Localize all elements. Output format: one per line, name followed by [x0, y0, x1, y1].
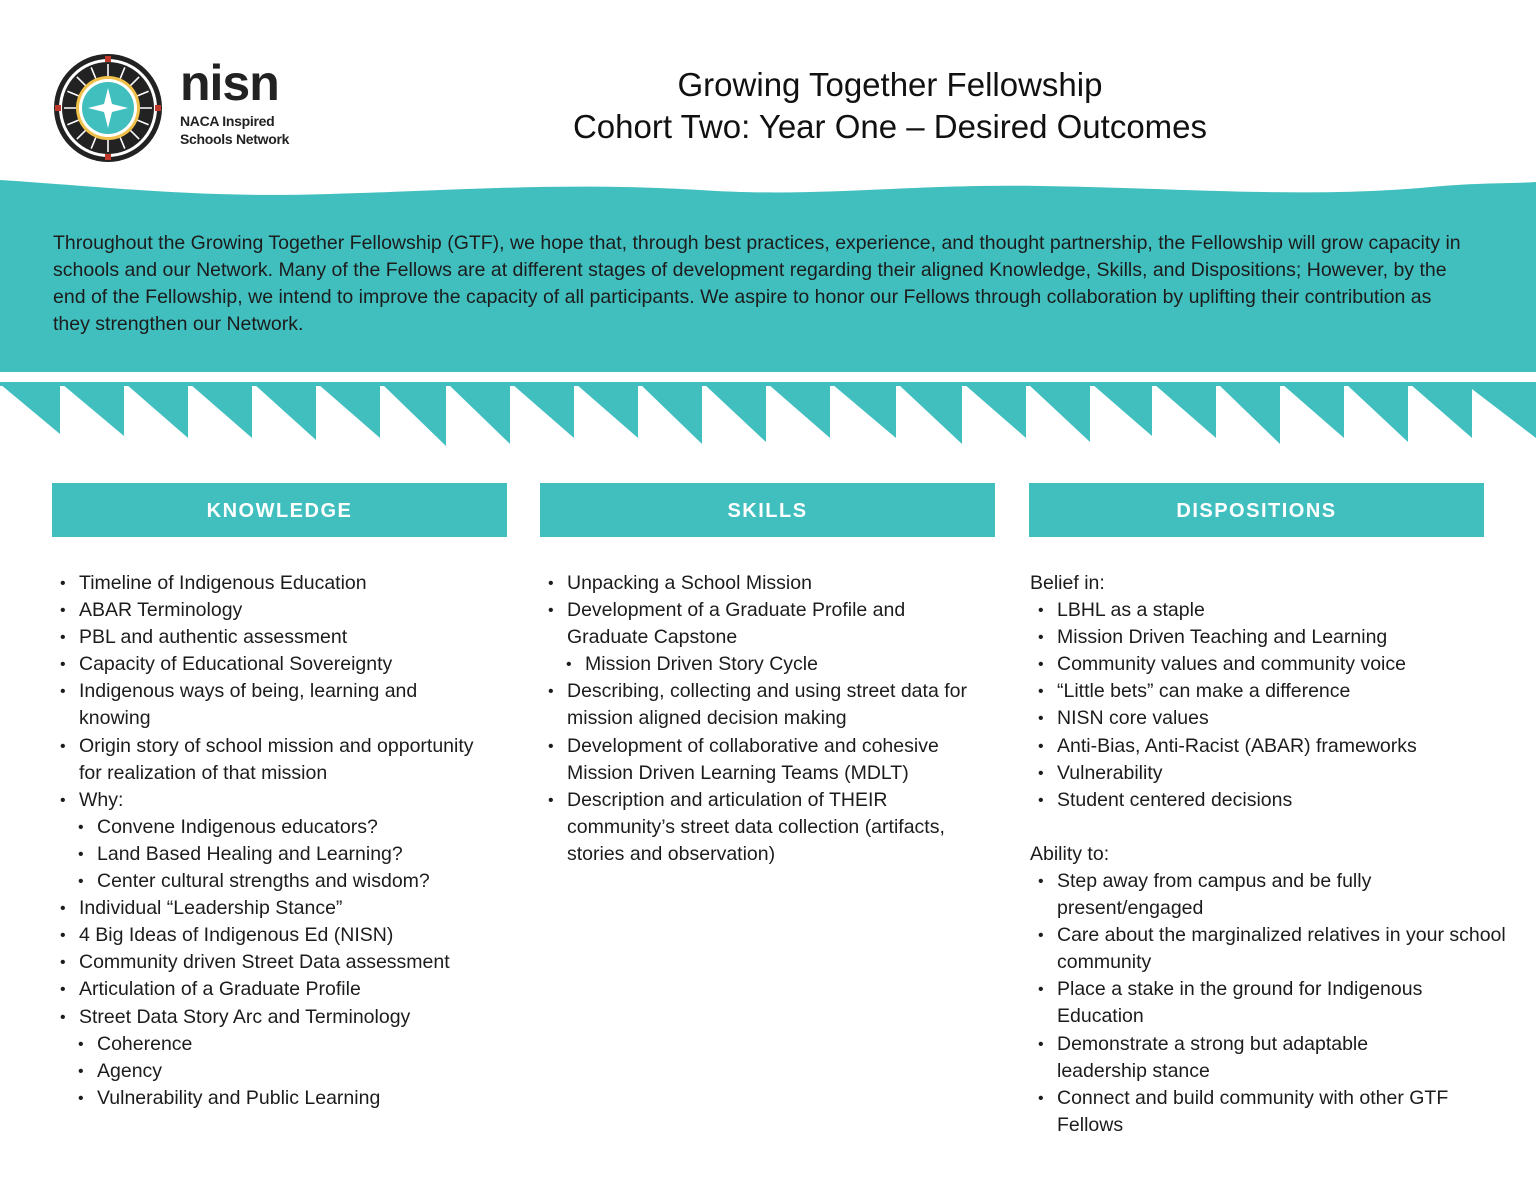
list-item: • Demonstrate a strong but adaptable leadership stance — [1030, 1031, 1437, 1085]
list-item: • ABAR Terminology — [52, 597, 502, 624]
list-item: • Land Based Healing and Learning? — [52, 841, 502, 868]
list-item: • Individual “Leadership Stance” — [52, 895, 502, 922]
list-item: • Community values and community voice — [1030, 651, 1500, 678]
compass-star-icon — [52, 52, 164, 164]
list-item: • Anti-Bias, Anti-Racist (ABAR) frameworks — [1030, 733, 1500, 760]
ability-list — [1030, 868, 1506, 1139]
list-item: • Coherence — [52, 1031, 502, 1058]
brand-name: nisn — [180, 55, 279, 111]
page-subtitle: Cohort Two: Year One – Desired Outcomes — [572, 108, 1208, 145]
list-item: • Development of collaborative and cohesive Mission Driven Learning Teams (MDLT) — [540, 733, 997, 787]
list-item: • NISN core values — [1030, 705, 1500, 732]
brand-subtitle-line1: NACA Inspired — [180, 113, 275, 129]
knowledge-heading: KNOWLEDGE — [52, 483, 507, 537]
list-item: • Description and articulation of THEIR community’s street data collection (artifacts, stories and observation) — [540, 787, 999, 868]
list-item: • Mission Driven Teaching and Learning — [1030, 624, 1500, 651]
nisn-logo — [52, 52, 312, 164]
list-item: • Community driven Street Data assessment — [52, 949, 502, 976]
belief-list — [1030, 597, 1500, 814]
list-item: • Indigenous ways of being, learning and knowing — [52, 678, 451, 732]
list-item: • Agency — [52, 1058, 502, 1085]
list-item: • LBHL as a staple — [1030, 597, 1500, 624]
list-item: • Convene Indigenous educators? — [52, 814, 502, 841]
skills-column — [540, 570, 995, 868]
brand-subtitle — [180, 112, 289, 148]
list-item: • PBL and authentic assessment — [52, 624, 502, 651]
list-item: • Place a stake in the ground for Indigenous Education — [1030, 976, 1487, 1030]
list-item: • Origin story of school mission and opportunity for realization of that mission — [52, 733, 481, 787]
brand-subtitle-line2: Schools Network — [180, 131, 290, 147]
list-item: • Street Data Story Arc and Terminology — [52, 1004, 502, 1031]
skills-heading: SKILLS — [540, 483, 995, 537]
dispositions-heading: DISPOSITIONS — [1029, 483, 1484, 537]
page-title: Growing Together Fellowship — [677, 66, 1103, 103]
intro-paragraph: Throughout the Growing Together Fellowship (GTF), we hope that, through best practices, experience, and thought partnership, the Fellowship will grow capacity in schools and our Network. Many of the Fellows are at different stages of development regarding their aligned Knowledge, Skills, and Dispositions; However, by the end of the Fellowship, we intend to improve the capacity of all participants. We aspire to honor our Fellows through collaboration by uplifting their contribution as they strengthen our Network. — [53, 232, 1461, 335]
knowledge-list — [52, 570, 502, 1112]
dispositions-column — [1030, 570, 1506, 1139]
list-item: • Describing, collecting and using street data for mission aligned decision making — [540, 678, 987, 732]
list-item: • Mission Driven Story Cycle — [540, 651, 995, 678]
spacer — [1030, 814, 1500, 841]
list-item: • Unpacking a School Mission — [540, 570, 995, 597]
ability-label: Ability to: — [1030, 842, 1110, 865]
list-item: • Vulnerability — [1030, 760, 1500, 787]
list-item: • Care about the marginalized relatives in your school community — [1030, 922, 1512, 976]
list-item: • Vulnerability and Public Learning — [52, 1085, 502, 1112]
list-item: • Timeline of Indigenous Education — [52, 570, 502, 597]
list-item: • Step away from campus and be fully present/engaged — [1030, 868, 1437, 922]
list-item: • Articulation of a Graduate Profile — [52, 976, 502, 1003]
list-item: • Center cultural strengths and wisdom? — [52, 868, 502, 895]
belief-label: Belief in: — [1030, 572, 1105, 594]
list-item: • Why: — [52, 787, 502, 814]
list-item: • Connect and build community with other GTF Fellows — [1030, 1085, 1477, 1139]
list-item: • “Little bets” can make a difference — [1030, 678, 1500, 705]
knowledge-column — [52, 570, 502, 1112]
skills-list — [540, 570, 995, 868]
list-item: • Student centered decisions — [1030, 787, 1500, 814]
list-item: • 4 Big Ideas of Indigenous Ed (NISN) — [52, 922, 502, 949]
list-item: • Capacity of Educational Sovereignty — [52, 651, 502, 678]
list-item: • Development of a Graduate Profile and Graduate Capstone — [540, 597, 957, 651]
